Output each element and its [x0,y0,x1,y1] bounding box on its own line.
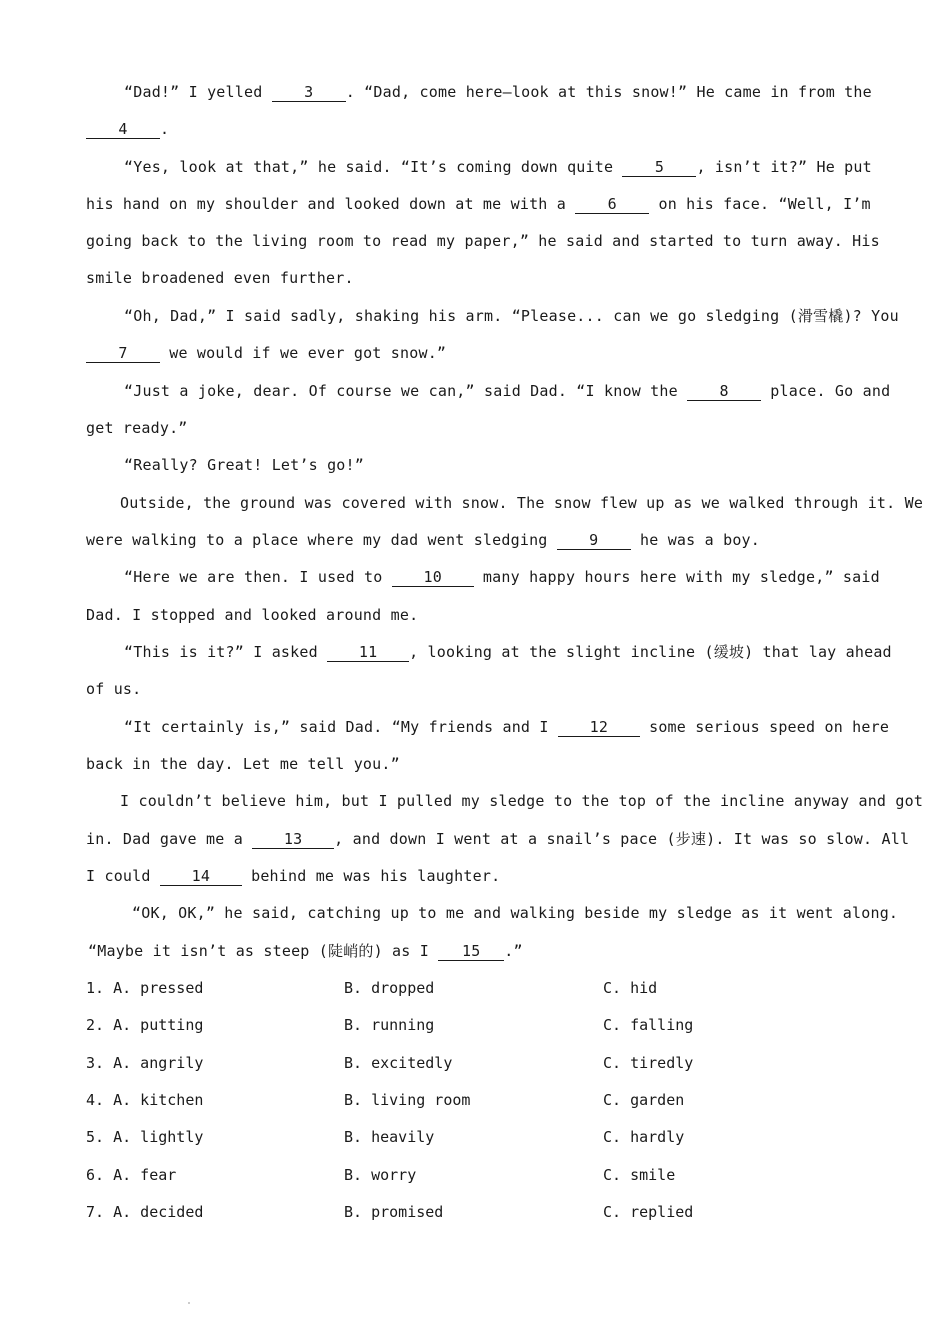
option-c[interactable]: C. falling [603,1016,694,1034]
passage-line: I couldn’t believe him, but I pulled my sledge to the top of the incline anyway and got [120,792,924,810]
passage-line: were walking to a place where my dad went sledging 9 he was a boy. [86,531,761,549]
scan-dot [188,1302,190,1304]
passage-line: his hand on my shoulder and looked down at me with a 6 on his face. “Well, I’m [86,195,871,213]
blank-3: 3 [272,84,346,102]
blank-10: 10 [392,569,474,587]
option-a[interactable]: 5. A. lightly [86,1128,204,1146]
option-c[interactable]: C. smile [603,1166,676,1184]
passage-line: going back to the living room to read my paper,” he said and started to turn away. His [86,232,880,250]
passage-line: “This is it?” I asked 11 , looking at the slight incline (缓坡) that lay ahead [124,643,892,661]
blank-14: 14 [160,868,242,886]
passage-line: in. Dad gave me a 13 , and down I went at a snail’s pace (步速). It was so slow. All [86,830,910,848]
option-a[interactable]: 3. A. angrily [86,1054,204,1072]
passage-line: 4 . [86,119,866,139]
option-b[interactable]: B. living room [344,1091,471,1109]
passage-line: “Dad!” I yelled 3 . “Dad, come here—look at this snow!” He came in from the [124,83,872,101]
passage-line: of us. [86,680,142,698]
option-a[interactable]: 7. A. decided [86,1203,204,1221]
passage-line: “Yes, look at that,” he said. “It’s coming down quite 5 , isn’t it?” He put [124,158,872,176]
option-b[interactable]: B. excitedly [344,1054,453,1072]
passage-line: “Really? Great! Let’s go!” [124,456,364,474]
passage-line: Outside, the ground was covered with snow. The snow flew up as we walked through it. We [120,494,924,512]
option-b[interactable]: B. dropped [344,979,435,997]
blank-9: 9 [557,532,631,550]
option-c[interactable]: C. replied [603,1203,694,1221]
passage-line: smile broadened even further. [86,269,354,287]
option-a[interactable]: 4. A. kitchen [86,1091,204,1109]
blank-7: 7 [86,345,160,363]
blank-8: 8 [687,383,761,401]
passage-line: 7 we would if we ever got snow.” [86,343,866,363]
passage-line: “Just a joke, dear. Of course we can,” said Dad. “I know the 8 place. Go and [124,382,891,400]
blank-5: 5 [622,159,696,177]
blank-11: 11 [327,644,409,662]
passage-line: “It certainly is,” said Dad. “My friends and I 12 some serious speed on here [124,718,890,736]
passage-line: “OK, OK,” he said, catching up to me and walking beside my sledge as it went along. [132,904,899,922]
passage-line: Dad. I stopped and looked around me. [86,606,419,624]
blank-13: 13 [252,831,334,849]
passage-line: “Maybe it isn’t as steep (陡峭的) as I 15 .” [88,942,523,960]
blank-15: 15 [438,943,504,961]
option-a[interactable]: 6. A. fear [86,1166,177,1184]
option-b[interactable]: B. heavily [344,1128,435,1146]
blank-4: 4 [86,121,160,139]
passage-line: get ready.” [86,419,188,437]
option-b[interactable]: B. worry [344,1166,417,1184]
option-c[interactable]: C. hid [603,979,658,997]
option-a[interactable]: 2. A. putting [86,1016,204,1034]
blank-12: 12 [558,719,640,737]
passage-line: “Here we are then. I used to 10 many happy hours here with my sledge,” said [124,568,880,586]
passage-line: “Oh, Dad,” I said sadly, shaking his arm. “Please... can we go sledging (滑雪橇)? You [124,307,899,325]
option-a[interactable]: 1. A. pressed [86,979,204,997]
blank-6: 6 [575,196,649,214]
passage-line: back in the day. Let me tell you.” [86,755,400,773]
option-c[interactable]: C. hardly [603,1128,685,1146]
option-b[interactable]: B. running [344,1016,435,1034]
option-b[interactable]: B. promised [344,1203,444,1221]
passage-line: I could 14 behind me was his laughter. [86,867,501,885]
option-c[interactable]: C. garden [603,1091,685,1109]
option-c[interactable]: C. tiredly [603,1054,694,1072]
